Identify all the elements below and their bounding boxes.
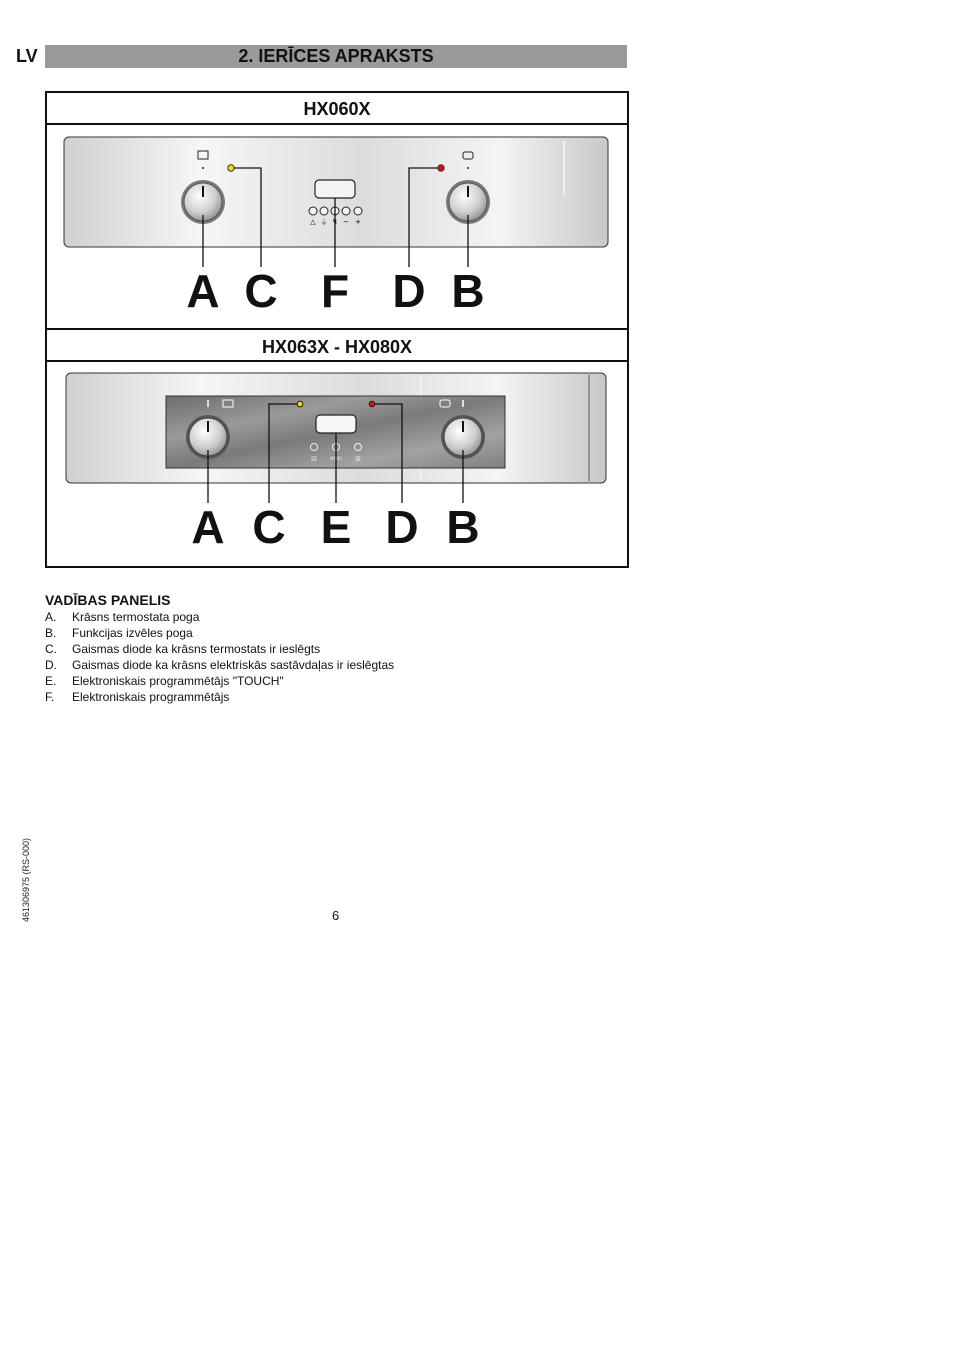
legend-key: B. xyxy=(45,626,57,640)
callout-label: A xyxy=(191,501,225,553)
model-name: HX060X xyxy=(303,99,371,119)
panel-hx060x xyxy=(64,137,608,317)
legend-item xyxy=(45,609,394,625)
legend-key: F. xyxy=(45,690,55,704)
button-symbol: ⊞ xyxy=(355,455,361,463)
button-symbol: ↯ xyxy=(332,218,338,226)
element-led xyxy=(438,165,444,171)
section-title: 2. IERĪCES APRAKSTS xyxy=(238,46,434,66)
button-symbol: △ xyxy=(310,218,316,226)
legend-key: A. xyxy=(45,610,57,624)
legend-key: D. xyxy=(45,658,57,672)
callout-label: A xyxy=(186,265,220,317)
legend-item xyxy=(45,657,394,673)
legend-text: Krāsns termostata poga xyxy=(72,610,200,624)
control-panel-diagram xyxy=(45,91,629,565)
legend-item xyxy=(45,689,394,705)
language-code: LV xyxy=(16,46,38,66)
legend-text: Funkcijas izvēles poga xyxy=(72,626,193,640)
callout-label: C xyxy=(244,265,278,317)
button-symbol: + xyxy=(355,218,361,226)
panel-hx063x-hx080x xyxy=(66,373,606,553)
button-symbol: ⏚ xyxy=(320,218,328,226)
callout-label: B xyxy=(446,501,480,553)
legend-text: Gaismas diode ka krāsns termostats ir ieslēgts xyxy=(72,642,321,656)
legend-text: Elektroniskais programmētājs "TOUCH" xyxy=(72,674,284,688)
button-symbol: ⊟ xyxy=(311,455,317,463)
callout-label: E xyxy=(320,501,352,553)
thermostat-led xyxy=(228,165,234,171)
button-symbol: − xyxy=(343,218,349,226)
legend-text: Elektroniskais programmētājs xyxy=(72,690,230,704)
legend-item xyxy=(45,625,394,641)
callout-label: D xyxy=(392,265,426,317)
legend-key: C. xyxy=(45,642,57,656)
model-name: HX063X - HX080X xyxy=(261,337,413,357)
thermostat-led xyxy=(297,401,303,407)
document-id: 461306975 (RS-000) xyxy=(21,837,31,923)
legend-text: Gaismas diode ka krāsns elektriskās sastāvdaļas ir ieslēgtas xyxy=(72,658,395,672)
page-number: 6 xyxy=(332,908,340,923)
callout-label: B xyxy=(451,265,485,317)
button-symbol: MENU xyxy=(330,456,342,461)
callout-label: C xyxy=(252,501,286,553)
legend-list xyxy=(45,609,394,705)
legend-item xyxy=(45,641,394,657)
element-led xyxy=(369,401,375,407)
legend-item xyxy=(45,673,394,689)
legend-key: E. xyxy=(45,674,57,688)
callout-label: D xyxy=(385,501,419,553)
legend-title: VADĪBAS PANELIS xyxy=(45,592,171,608)
callout-label: F xyxy=(320,265,350,317)
